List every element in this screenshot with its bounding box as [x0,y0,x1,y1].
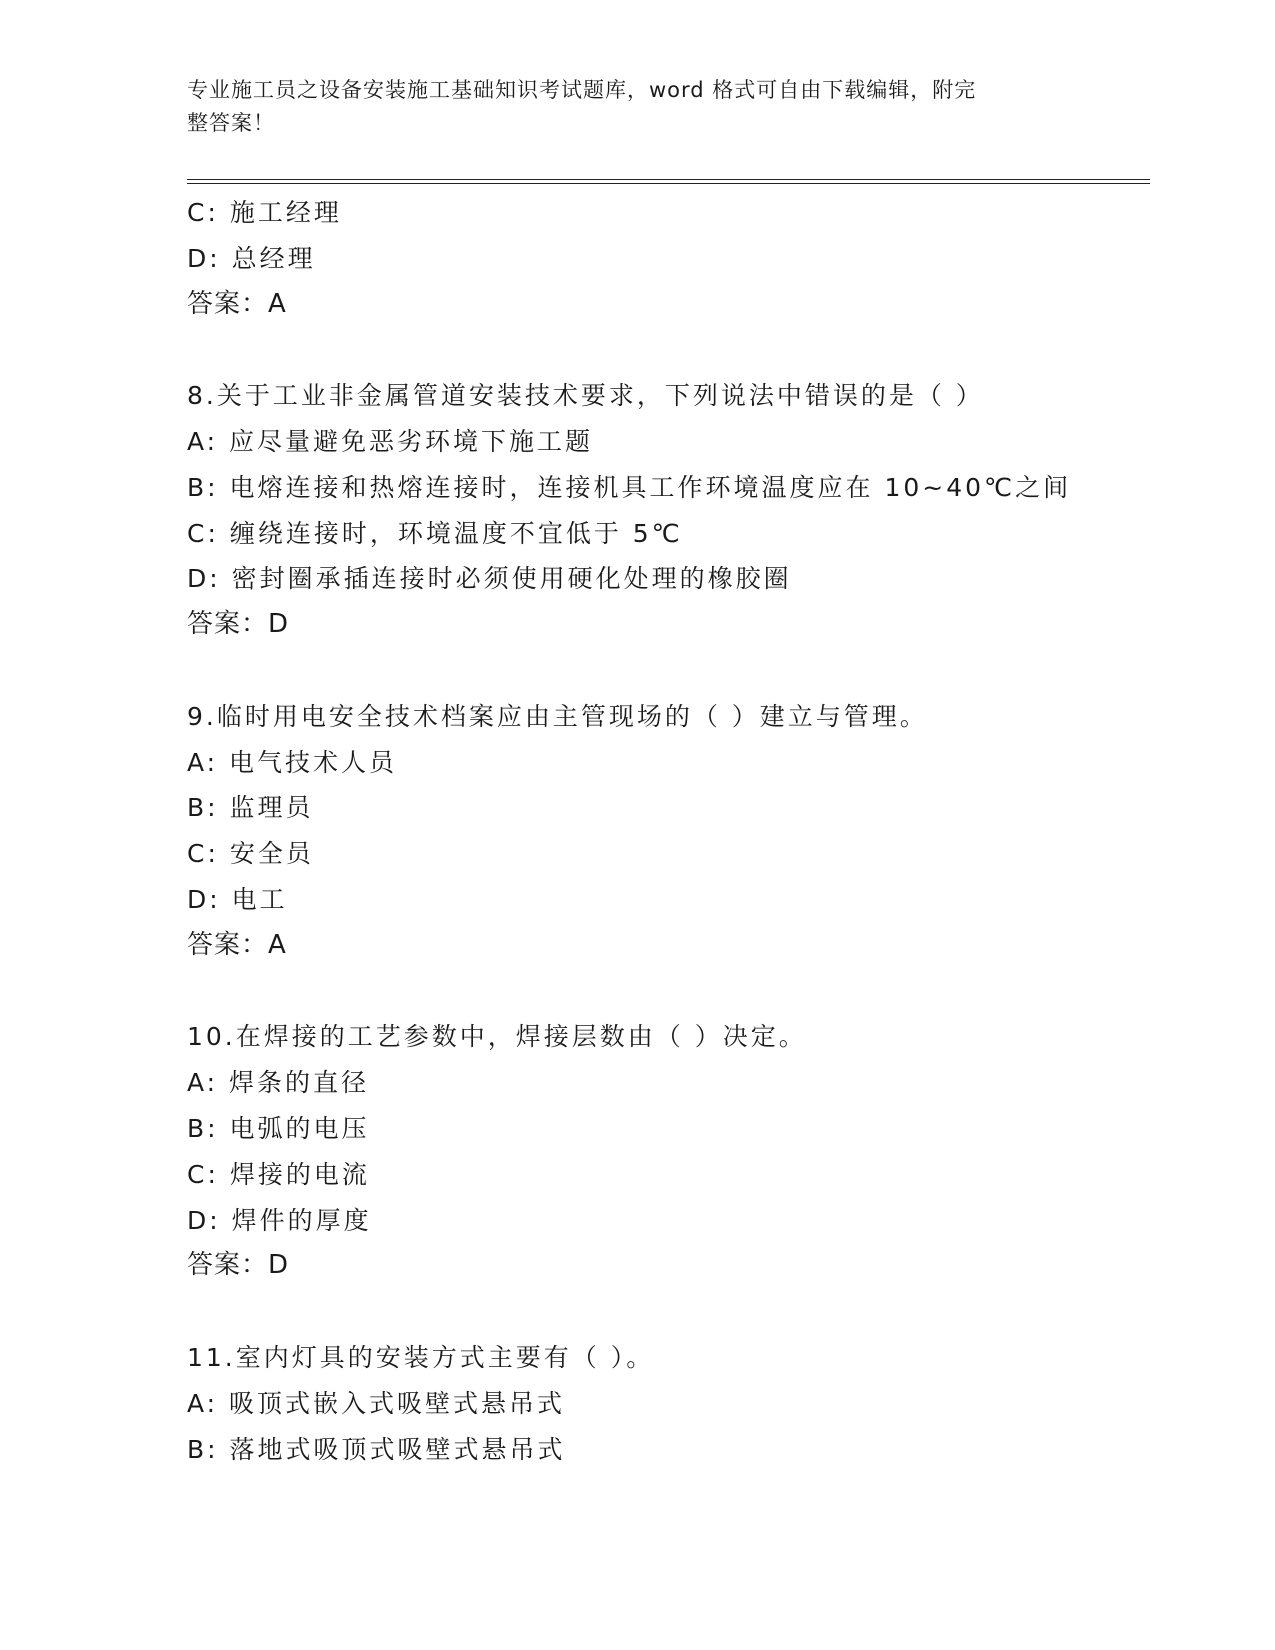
option-d: D: 总经理 [187,243,316,273]
spacer [187,327,1147,373]
header-divider-bottom [187,183,1150,184]
question-list [187,190,1147,1472]
question-8-stem: 8.关于工业非金属管道安装技术要求，下列说法中错误的是（ ） [187,381,984,411]
question-8-option-b: B: 电熔连接和热熔连接时，连接机具工作环境温度应在 10~40℃之间 [187,472,1072,502]
question-10-option-a: A: 焊条的直径 [187,1068,370,1098]
question-10-option-c: C: 焊接的电流 [187,1159,370,1189]
document-header [187,74,1067,140]
question-9-option-c: C: 安全员 [187,839,314,869]
question-9-option-b: B: 监理员 [187,793,314,823]
question-8-answer: 答案：D [187,609,290,640]
question-9-option-a: A: 电气技术人员 [187,747,398,777]
spacer [187,969,1147,1015]
question-11-option-b: B: 落地式吸顶式吸壁式悬吊式 [187,1434,566,1464]
option-c: C: 施工经理 [187,198,342,227]
spacer [187,648,1147,694]
question-10-stem: 10.在焊接的工艺参数中，焊接层数由（ ）决定。 [187,1022,807,1052]
question-9-option-d: D: 电工 [187,884,288,914]
header-line-2: 整答案！ [187,111,275,135]
question-8-option-c: C: 缠绕连接时，环境温度不宜低于 5℃ [187,518,683,548]
question-8-option-d: D: 密封圈承插连接时必须使用硬化处理的橡胶圈 [187,564,792,594]
question-10-option-b: B: 电弧的电压 [187,1113,370,1143]
question-9-answer: 答案：A [187,929,287,960]
header-line-1: 专业施工员之设备安装施工基础知识考试题库，word 格式可自由下载编辑，附完 [187,78,977,102]
question-11-option-a: A: 吸顶式嵌入式吸壁式悬吊式 [187,1388,566,1418]
spacer [187,1289,1147,1335]
header-divider-top [187,179,1150,180]
question-10-option-d: D: 焊件的厚度 [187,1205,372,1235]
question-11-stem: 11.室内灯具的安装方式主要有（ ）。 [187,1342,655,1372]
answer-line: 答案：A [187,288,287,319]
question-9-stem: 9.临时用电安全技术档案应由主管现场的（ ）建立与管理。 [187,701,928,731]
question-10-answer: 答案：D [187,1250,290,1281]
question-8-option-a: A: 应尽量避免恶劣环境下施工题 [187,426,594,456]
